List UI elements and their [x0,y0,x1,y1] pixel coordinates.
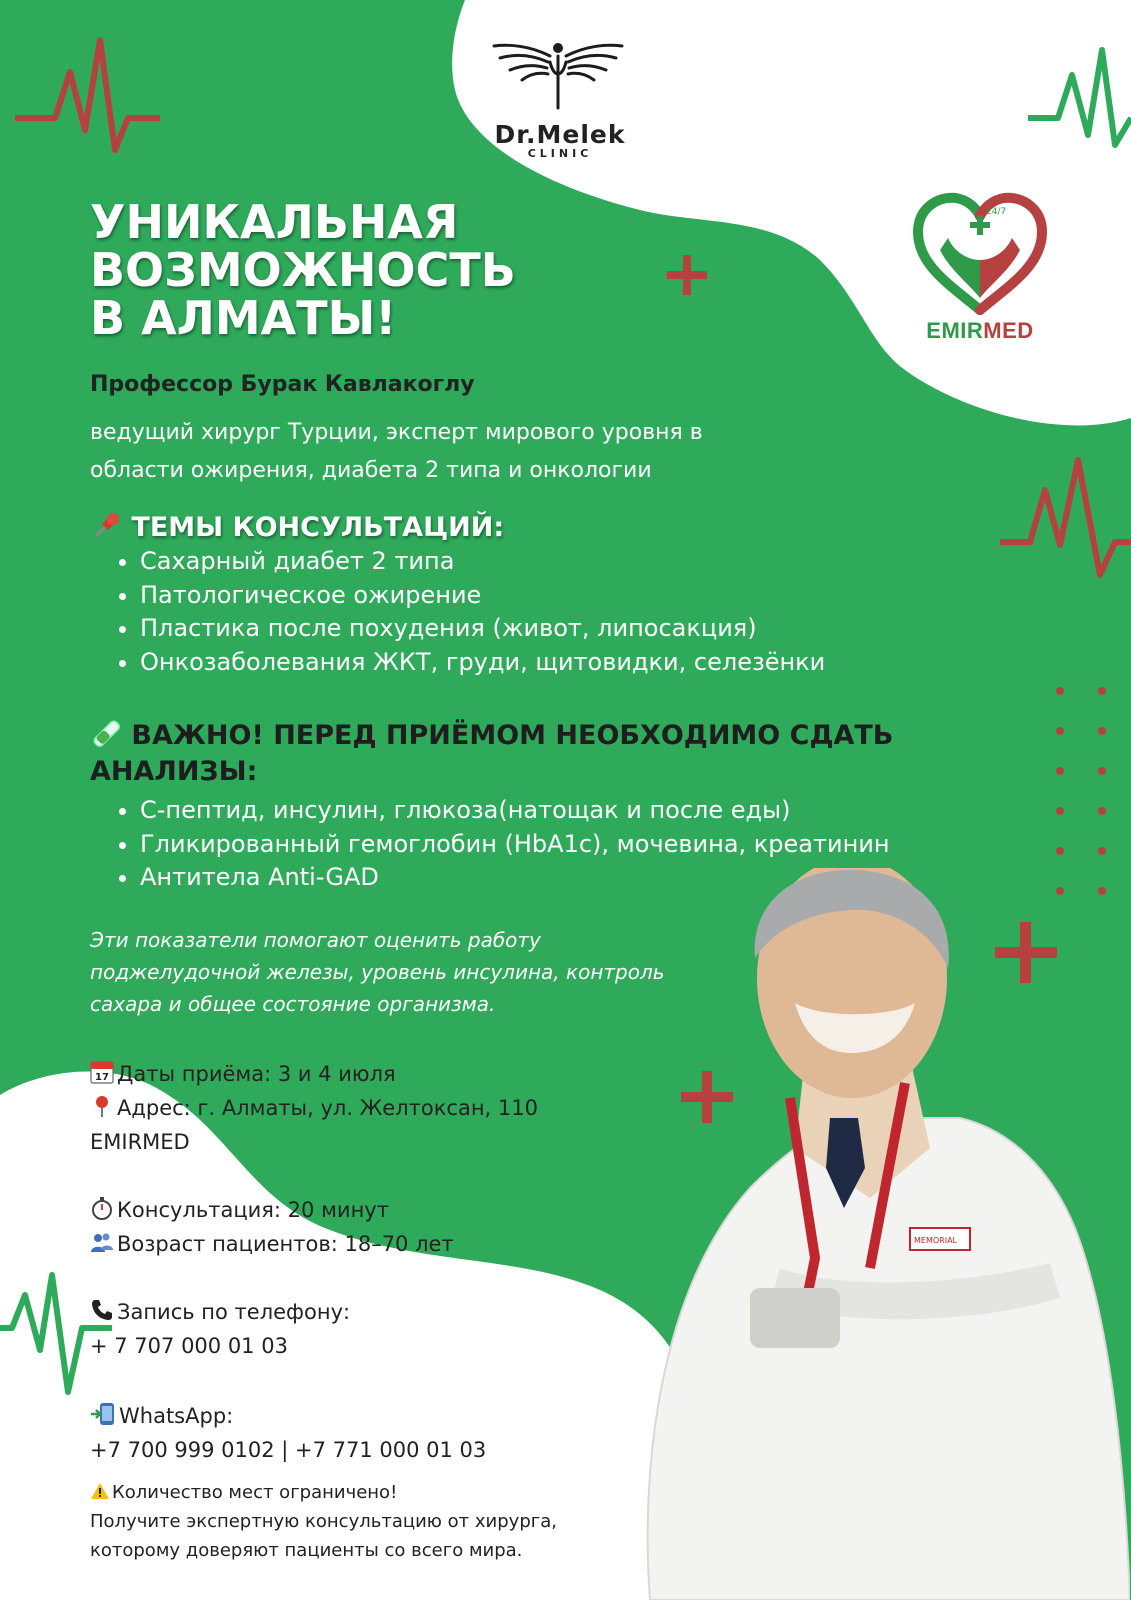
warning-icon [90,1482,110,1500]
whatsapp-block [90,1399,486,1467]
partner-logo-name [895,318,1065,344]
list-item: • Пластика после похудения (живот, липосакция) [140,612,825,646]
headline-line1: УНИКАЛЬНАЯ [90,195,459,249]
dates-line [90,1057,396,1091]
analyses-heading-line2: АНАЛИЗЫ: [90,756,258,787]
warning-text: Количество мест ограничено! [112,1482,398,1503]
footer-line2: Получите экспертную консультацию от хирурга, [90,1511,557,1532]
clinic-logo [470,120,650,160]
stopwatch-icon [90,1196,114,1220]
doctor-photo [630,868,1130,1600]
headline-line3: В АЛМАТЫ! [90,291,397,345]
dates-text: Даты приёма: 3 и 4 июля [117,1062,396,1086]
partner-badge: 24/7 [986,207,1007,217]
list-item: • Онкозаболевания ЖКТ, груди, щитовидки, селезёнки [140,646,825,680]
heart-hands-logo-icon [910,190,1050,315]
warning-line [90,1478,690,1507]
duration-text: Консультация: 20 минут [117,1198,389,1222]
duration-line [90,1193,454,1261]
calendar-day: 17 [95,1072,109,1083]
footer-note [90,1478,690,1565]
list-item: • Патологическое ожирение [140,579,825,613]
phone-icon [90,1298,114,1322]
test-tube-icon [90,718,122,748]
topics-heading [90,510,504,546]
whatsapp-numbers[interactable]: +7 700 999 0102 | +7 771 000 01 03 [90,1438,487,1462]
note-line1: Эти показатели помогают оценить работу [90,928,541,952]
pushpin-icon [90,510,122,540]
address-text-2: EMIRMED [90,1130,190,1154]
list-item: • Антитела Anti-GAD [140,861,890,895]
phone-label: Запись по телефону: [117,1300,351,1324]
note-line3: сахара и общее состояние организма. [90,992,496,1016]
people-icon [90,1230,114,1254]
partner-name-part2: MED [983,318,1034,343]
professor-name: Профессор Бурак Кавлакоглу [90,372,475,397]
location-pin-icon [90,1094,114,1118]
analyses-heading-line1: ВАЖНО! ПЕРЕД ПРИЁМОМ НЕОБХОДИМО СДАТЬ [131,720,894,751]
professor-description [90,414,870,490]
logo-name: Dr.Melek [494,120,626,149]
analyses-heading [90,718,893,790]
address-line [90,1091,538,1159]
list-item: • С-пептид, инсулин, глюкоза(натощак и после еды) [140,794,890,828]
calendar-icon [90,1060,114,1084]
partner-name-part1: EMIR [926,318,984,343]
page-title [90,195,516,345]
topics-list [98,545,825,679]
list-item: • Гликированный гемоглобин (HbA1c), мочевина, креатинин [140,828,890,862]
professor-desc-line1: ведущий хирург Турции, эксперт мирового уровня в [90,420,703,445]
photo-badge-text: MEMORIAL [914,1236,958,1245]
phone-number[interactable]: + 7 707 000 01 03 [90,1334,288,1358]
whatsapp-label: WhatsApp: [119,1404,234,1428]
list-item: • Сахарный диабет 2 типа [140,545,825,579]
headline-line2: ВОЗМОЖНОСТЬ [90,243,516,297]
mobile-arrow-icon [90,1402,116,1426]
age-text: Возраст пациентов: 18–70 лет [117,1232,454,1256]
professor-desc-line2: области ожирения, диабета 2 типа и онкологии [90,458,652,483]
topics-heading-text: ТЕМЫ КОНСУЛЬТАЦИЙ: [131,512,505,543]
address-text: Адрес: г. Алматы, ул. Желтоксан, 110 [117,1096,538,1120]
note-line2: поджелудочной железы, уровень инсулина, контроль [90,960,665,984]
phone-block [90,1295,350,1363]
footer-line3: которому доверяют пациенты со всего мира. [90,1540,523,1561]
logo-subtitle: CLINIC [527,147,593,160]
winged-figure-logo-icon [490,38,626,118]
